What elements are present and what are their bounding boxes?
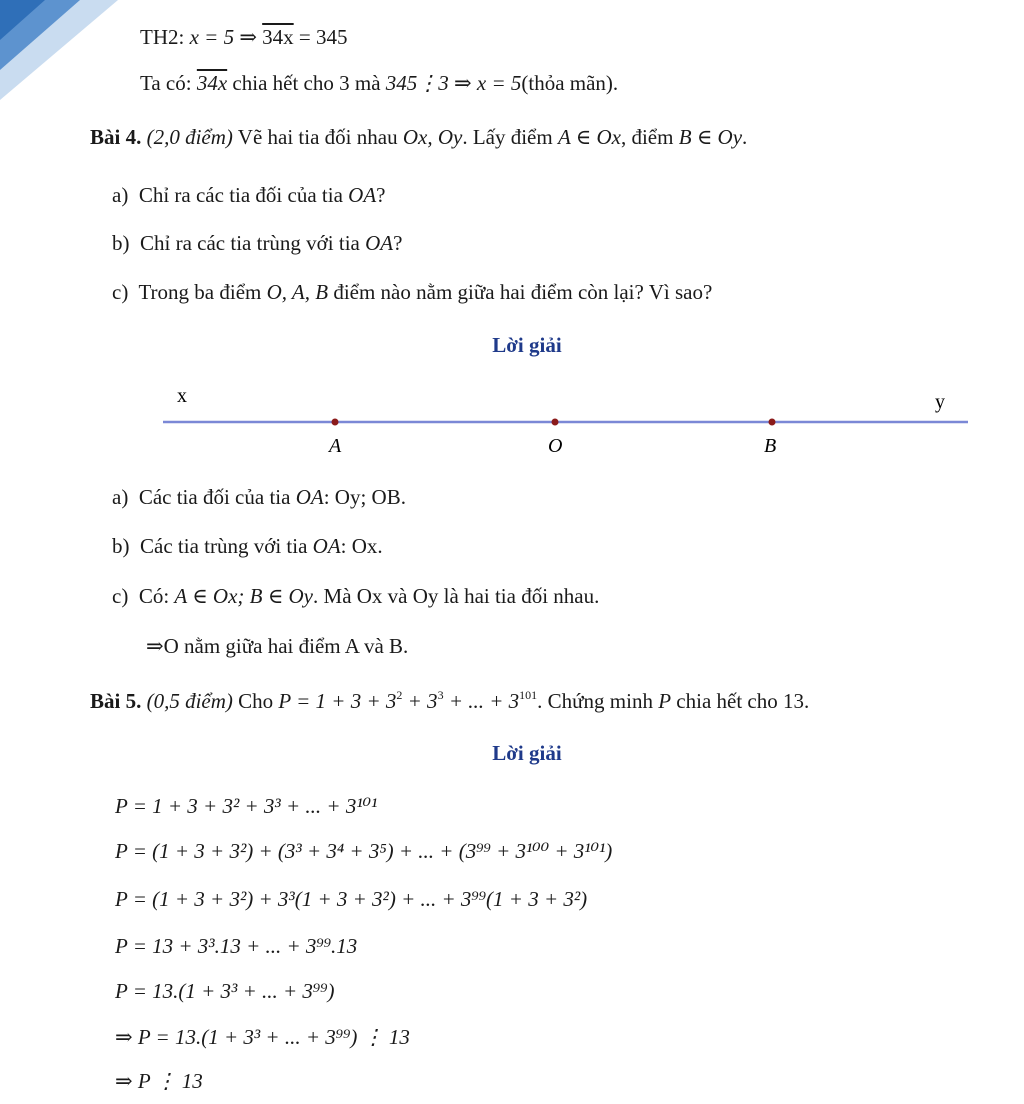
question-end: ? <box>376 183 386 207</box>
solution-label: b) <box>112 534 130 558</box>
bai4-math-b: B ∈ Oy <box>678 125 743 149</box>
bai4-solution-b <box>112 533 383 559</box>
solution-math: OA <box>312 534 341 558</box>
proof-step: ⇒ P = 13.(1 + 3³ + ... + 3⁹⁹) ⋮ 13 <box>115 1025 410 1049</box>
proof-step: P = (1 + 3 + 3²) + 3³(1 + 3 + 3²) + ... + 3⁹⁹(1 + 3 + 3²) <box>115 887 588 911</box>
proof-step: P = 13 + 3³.13 + ... + 3⁹⁹.13 <box>115 934 358 958</box>
taco-expression: 345⋮3 ⇒ x = 5 <box>385 71 522 95</box>
exponent: 101 <box>519 688 538 702</box>
question-math: OA <box>348 183 377 207</box>
th2-number: 34x <box>262 25 294 49</box>
th2-condition: x = 5 ⇒ <box>189 25 263 49</box>
solution-label: c) <box>112 584 129 608</box>
equation-part: + ... + 3 <box>443 689 520 713</box>
bai5-points: (0,5 điểm) <box>146 689 233 713</box>
bai5-text-3: chia hết cho 13. <box>671 689 810 713</box>
question-text: Chỉ ra các tia đối của tia <box>138 183 349 207</box>
label-x: x <box>177 385 187 407</box>
th2-label: TH2: <box>140 25 185 49</box>
equation-part: + 3 <box>402 689 438 713</box>
solution-text: Có: <box>138 584 175 608</box>
bai4-text-3: , điểm <box>620 125 679 149</box>
taco-text: chia hết cho 3 mà <box>227 71 386 95</box>
implies-arrow: ⇒ <box>146 634 164 658</box>
exponent: 2 <box>396 688 403 702</box>
question-label: a) <box>112 183 129 207</box>
solution-math: OA <box>295 485 324 509</box>
point-a <box>332 419 339 426</box>
equation-part: P = 1 + 3 + 3 <box>278 689 397 713</box>
solution-label: a) <box>112 485 129 509</box>
question-end: ? <box>393 231 403 255</box>
question-label: b) <box>112 231 130 255</box>
bai5-title: Bài 5. <box>90 689 142 713</box>
bai4-solution-title: Lời giải <box>492 333 562 357</box>
bai4-text-4: . <box>742 125 748 149</box>
bai5-text-2: . Chứng minh <box>537 689 659 713</box>
solution-end: . Mà Ox và Oy là hai tia đối nhau. <box>313 584 600 608</box>
solution-end: : Ox. <box>340 534 383 558</box>
conclusion-text: O nằm giữa hai điểm A và B. <box>163 634 409 658</box>
point-b <box>769 419 776 426</box>
bai4-text-2: . Lấy điểm <box>462 125 558 149</box>
bai4-solution-a <box>112 484 406 510</box>
solution-math: A ∈ Ox; B ∈ Oy <box>174 584 314 608</box>
proof-step: P = 13.(1 + 3³ + ... + 3⁹⁹) <box>115 979 335 1003</box>
solution-text: Các tia đối của tia <box>138 485 296 509</box>
bai4-points: (2,0 điểm) <box>146 125 233 149</box>
proof-step: P = 1 + 3 + 3² + 3³ + ... + 3¹⁰¹ <box>115 794 378 818</box>
bai5-equation <box>278 689 537 713</box>
question-text: Trong ba điểm <box>138 280 267 304</box>
exponent: 3 <box>437 688 444 702</box>
solution-end: : Oy; OB. <box>323 485 406 509</box>
bai5-solution-title: Lời giải <box>492 741 562 765</box>
taco-number: 34x <box>196 71 228 95</box>
th2-result: = 345 <box>293 25 348 49</box>
bai5-statement <box>90 688 809 714</box>
solution-text: Các tia trùng với tia <box>140 534 313 558</box>
question-math: O, A, B <box>266 280 329 304</box>
bai4-math-a: A ∈ Ox <box>557 125 621 149</box>
question-label: c) <box>112 280 129 304</box>
proof-step: P = (1 + 3 + 3²) + (3³ + 3⁴ + 3⁵) + ... + (3⁹⁹ + 3¹⁰⁰ + 3¹⁰¹) <box>115 839 613 863</box>
bai4-math-rays: Ox, Oy <box>402 125 463 149</box>
bai4-text-1: Vẽ hai tia đối nhau <box>232 125 403 149</box>
bai4-solution-conclusion <box>146 633 408 659</box>
question-math: OA <box>365 231 394 255</box>
label-b: B <box>764 435 777 457</box>
proof-step: ⇒ P ⋮ 13 <box>115 1069 203 1093</box>
bai4-solution-c <box>112 583 599 609</box>
label-a: A <box>329 435 342 457</box>
point-o <box>552 419 559 426</box>
question-text: Chỉ ra các tia trùng với tia <box>140 231 366 255</box>
label-o: O <box>548 435 563 457</box>
taco-label: Ta có: <box>140 71 192 95</box>
taco-tail: (thỏa mãn). <box>521 71 619 95</box>
bai4-title: Bài 4. <box>90 125 142 149</box>
question-end: điểm nào nằm giữa hai điểm còn lại? Vì sao? <box>328 280 713 304</box>
bai5-p: P <box>658 689 672 713</box>
label-y: y <box>935 391 945 413</box>
ray-diagram <box>0 0 1024 470</box>
bai5-text-1: Cho <box>232 689 279 713</box>
